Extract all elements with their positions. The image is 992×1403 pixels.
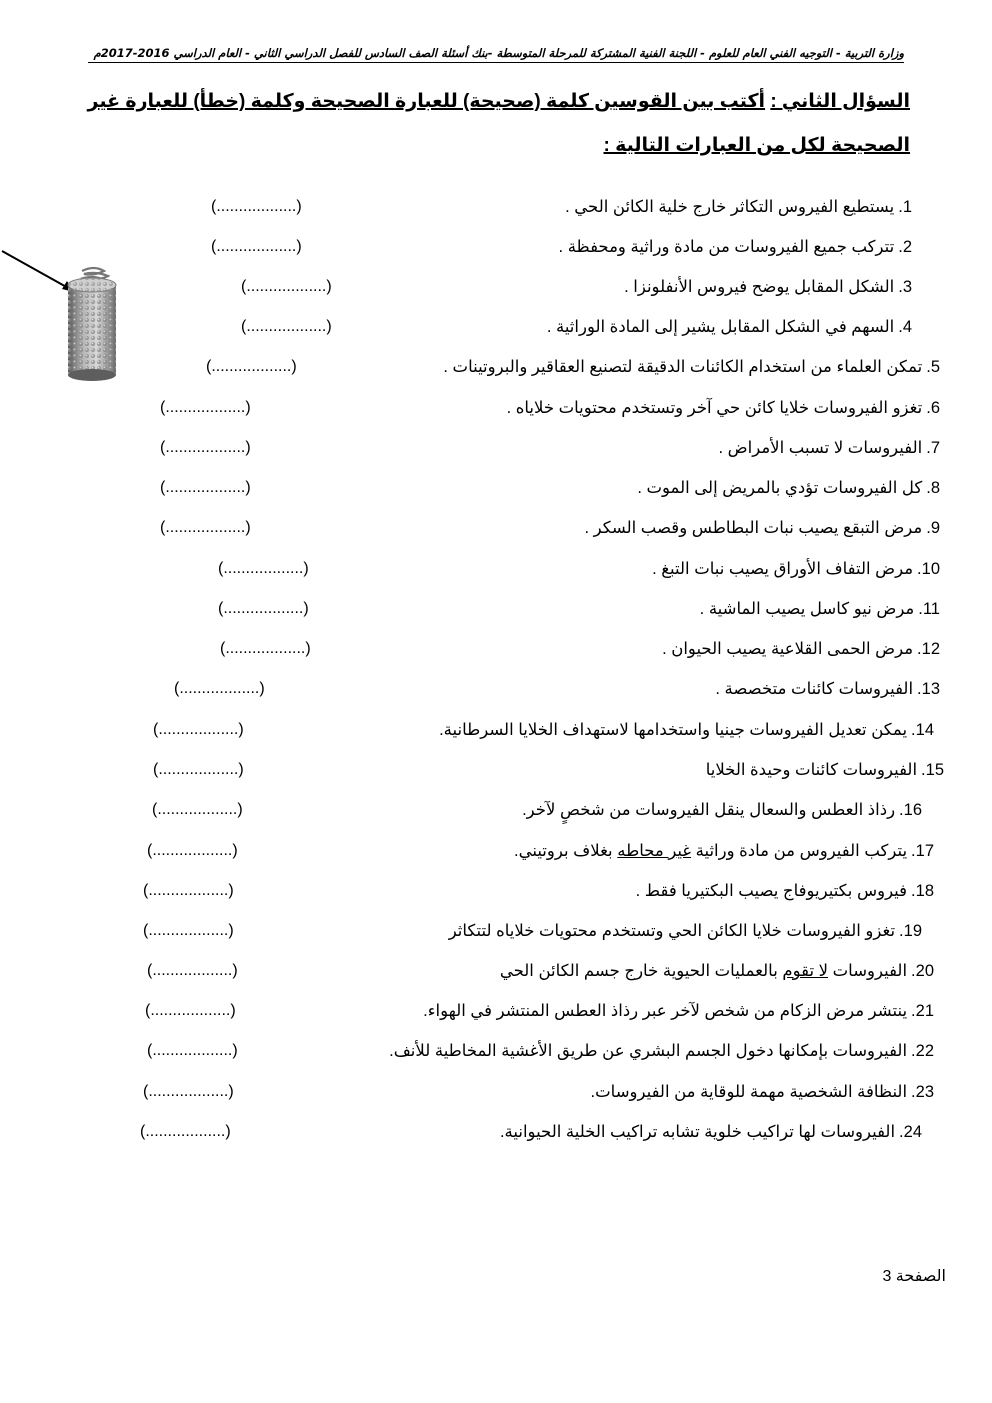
answer-blank[interactable]: (..................) xyxy=(143,922,234,939)
answer-blank[interactable]: (..................) xyxy=(145,1002,236,1019)
page-label: الصفحة xyxy=(895,1268,946,1285)
list-item: 11.مرض نيو كاسل يصيب الماشية . xyxy=(699,600,940,618)
list-item: 18.فيروس بكتيريوفاج يصيب البكتيريا فقط . xyxy=(635,882,934,900)
answer-blank[interactable]: (..................) xyxy=(241,318,332,335)
answer-blank[interactable]: (..................) xyxy=(153,761,244,778)
question-instruction-line1: أكتب بين القوسين كلمة (صحيحة) للعبارة الصحيحة وكلمة (خطأ) للعبارة غير xyxy=(87,91,766,112)
answer-blank[interactable]: (..................) xyxy=(147,1042,238,1059)
statement-text: تتركب جميع الفيروسات من مادة وراثية ومحفظة . xyxy=(558,238,895,256)
statement-text: مرض نيو كاسل يصيب الماشية . xyxy=(699,600,915,618)
list-item: 13.الفيروسات كائنات متخصصة . xyxy=(715,680,940,698)
statement-text: الفيروسات بإمكانها دخول الجسم البشري عن طريق الأغشية المخاطية للأنف. xyxy=(389,1042,908,1060)
answer-blank[interactable]: (..................) xyxy=(241,278,332,295)
statement-text-part: بالعمليات الحيوية خارج جسم الكائن الحي xyxy=(499,962,783,980)
statement-text-part: يتركب الفيروس من مادة وراثية xyxy=(691,842,908,860)
statement-text: يستطيع الفيروس التكاثر خارج خلية الكائن الحي . xyxy=(565,198,895,216)
statement-text: يمكن تعديل الفيروسات جينيا واستخدامها لاستهداف الخلايا السرطانية. xyxy=(439,721,908,739)
list-item: 17.يتركب الفيروس من مادة وراثية غير محاطه بغلاف بروتيني. xyxy=(514,842,934,860)
answer-blank[interactable]: (..................) xyxy=(160,399,251,416)
statement-text: فيروس بكتيريوفاج يصيب البكتيريا فقط . xyxy=(635,882,908,900)
answer-blank[interactable]: (..................) xyxy=(152,801,243,818)
influenza-virus-icon xyxy=(0,245,125,385)
list-item: 23.النظافة الشخصية مهمة للوقاية من الفيروسات. xyxy=(590,1083,934,1101)
statement-text: الشكل المقابل يوضح فيروس الأنفلونزا . xyxy=(624,278,895,296)
answer-blank[interactable]: (..................) xyxy=(160,519,251,536)
arrow-icon xyxy=(2,251,70,289)
question-instruction-line2: الصحيحة لكل من العبارات التالية : xyxy=(603,135,910,156)
answer-blank[interactable]: (..................) xyxy=(153,721,244,738)
answer-blank[interactable]: (..................) xyxy=(211,198,302,215)
list-item: 2.تتركب جميع الفيروسات من مادة وراثية ومحفظة . xyxy=(558,238,912,256)
statement-text: تغزو الفيروسات خلايا الكائن الحي وتستخدم محتويات خلاياه لتتكاثر xyxy=(448,922,896,940)
list-item: 6.تغزو الفيروسات خلايا كائن حي آخر وتستخدم محتويات خلاياه . xyxy=(506,399,940,417)
list-item: 10.مرض التفاف الأوراق يصيب نبات التبغ . xyxy=(652,560,940,578)
list-item: 22.الفيروسات بإمكانها دخول الجسم البشري عن طريق الأغشية المخاطية للأنف. xyxy=(389,1042,934,1060)
statement-text: النظافة الشخصية مهمة للوقاية من الفيروسات. xyxy=(590,1083,908,1101)
answer-blank[interactable]: (..................) xyxy=(218,600,309,617)
question-title xyxy=(80,80,910,168)
list-item: 21.ينتشر مرض الزكام من شخص لآخر عبر رذاذ العطس المنتشر في الهواء. xyxy=(423,1002,934,1020)
answer-blank[interactable]: (..................) xyxy=(206,358,297,375)
list-item: 12.مرض الحمى القلاعية يصيب الحيوان . xyxy=(662,640,940,658)
statement-text: تمكن العلماء من استخدام الكائنات الدقيقة لتصنيع العقاقير والبروتينات . xyxy=(443,358,923,376)
statement-underlined: غير محاطه xyxy=(617,842,692,860)
page-footer xyxy=(882,1266,946,1286)
question-label: السؤال الثاني : xyxy=(770,91,910,112)
statement-text: الفيروسات لها تراكيب خلوية تشابه تراكيب الخلية الحيوانية. xyxy=(499,1123,896,1141)
statement-text: السهم في الشكل المقابل يشير إلى المادة الوراثية . xyxy=(546,318,895,336)
statement-text: الفيروسات كائنات وحيدة الخلايا xyxy=(705,761,918,779)
list-item: 15.الفيروسات كائنات وحيدة الخلايا xyxy=(705,761,944,779)
answer-blank[interactable]: (..................) xyxy=(147,842,238,859)
statement-text-part: بغلاف بروتيني. xyxy=(514,842,618,860)
list-item: 8.كل الفيروسات تؤدي بالمريض إلى الموت . xyxy=(637,479,940,497)
statement-text: رذاذ العطس والسعال ينقل الفيروسات من شخصٍ لآخر. xyxy=(522,801,896,819)
document-header: وزارة التربية - التوجيه الفني العام للعلوم - اللجنة الفنية المشتركة للمرحلة المتوسطة -بنك أسئلة الصف السادس للفصل الدراسي الثاني - العام الدراسي 2016-2017م xyxy=(88,46,904,63)
statement-text: الفيروسات لا تسبب الأمراض . xyxy=(718,439,923,457)
answer-blank[interactable]: (..................) xyxy=(160,479,251,496)
list-item: 19.تغزو الفيروسات خلايا الكائن الحي وتستخدم محتويات خلاياه لتتكاثر xyxy=(448,922,922,940)
list-item: 4.السهم في الشكل المقابل يشير إلى المادة الوراثية . xyxy=(546,318,912,336)
list-item: 5.تمكن العلماء من استخدام الكائنات الدقيقة لتصنيع العقاقير والبروتينات . xyxy=(443,358,940,376)
list-item: 20.الفيروسات لا تقوم بالعمليات الحيوية خارج جسم الكائن الحي xyxy=(499,962,934,980)
statement-text: مرض التبقع يصيب نبات البطاطس وقصب السكر . xyxy=(584,519,923,537)
answer-blank[interactable]: (..................) xyxy=(140,1123,231,1140)
answer-blank[interactable]: (..................) xyxy=(147,962,238,979)
answer-blank[interactable]: (..................) xyxy=(174,680,265,697)
statement-text-part: الفيروسات xyxy=(828,962,908,980)
answer-blank[interactable]: (..................) xyxy=(160,439,251,456)
answer-blank[interactable]: (..................) xyxy=(220,640,311,657)
page-number: 3 xyxy=(882,1268,892,1285)
statement-text: تغزو الفيروسات خلايا كائن حي آخر وتستخدم محتويات خلاياه . xyxy=(506,399,923,417)
statement-text: مرض الحمى القلاعية يصيب الحيوان . xyxy=(662,640,914,658)
answer-blank[interactable]: (..................) xyxy=(143,882,234,899)
list-item: 16.رذاذ العطس والسعال ينقل الفيروسات من شخصٍ لآخر. xyxy=(522,801,922,819)
statement-text: الفيروسات كائنات متخصصة . xyxy=(715,680,914,698)
list-item: 1.يستطيع الفيروس التكاثر خارج خلية الكائن الحي . xyxy=(565,198,912,216)
answer-blank[interactable]: (..................) xyxy=(143,1083,234,1100)
list-item: 24.الفيروسات لها تراكيب خلوية تشابه تراكيب الخلية الحيوانية. xyxy=(499,1123,922,1141)
list-item: 3.الشكل المقابل يوضح فيروس الأنفلونزا . xyxy=(624,278,912,296)
statement-text: مرض التفاف الأوراق يصيب نبات التبغ . xyxy=(652,560,914,578)
answer-blank[interactable]: (..................) xyxy=(211,238,302,255)
statement-underlined: لا تقوم xyxy=(782,962,829,980)
list-item: 14.يمكن تعديل الفيروسات جينيا واستخدامها لاستهداف الخلايا السرطانية. xyxy=(439,721,934,739)
statement-text: كل الفيروسات تؤدي بالمريض إلى الموت . xyxy=(637,479,923,497)
statement-text: ينتشر مرض الزكام من شخص لآخر عبر رذاذ العطس المنتشر في الهواء. xyxy=(423,1002,908,1020)
list-item: 9.مرض التبقع يصيب نبات البطاطس وقصب السكر . xyxy=(584,519,940,537)
list-item: 7.الفيروسات لا تسبب الأمراض . xyxy=(718,439,940,457)
answer-blank[interactable]: (..................) xyxy=(218,560,309,577)
